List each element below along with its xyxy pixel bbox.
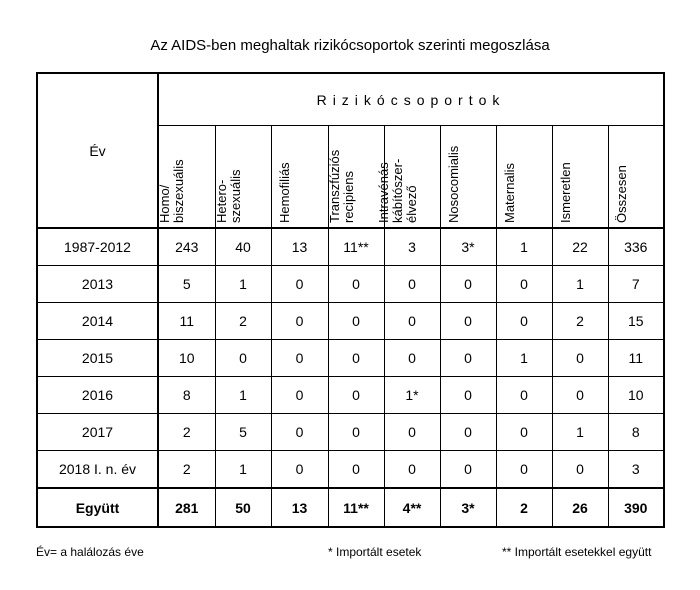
table-cell: 15 — [608, 303, 664, 340]
table-cell: 1* — [384, 377, 440, 414]
table-cell: 0 — [328, 377, 384, 414]
table-cell: 3 — [384, 228, 440, 266]
table-cell: 1 — [552, 414, 608, 451]
column-header — [271, 126, 328, 229]
table-cell: 0 — [384, 340, 440, 377]
table-cell: 22 — [552, 228, 608, 266]
row-year: 2017 — [37, 414, 158, 451]
total-row — [37, 488, 664, 527]
table-cell: 0 — [496, 303, 552, 340]
table-cell: 0 — [440, 377, 496, 414]
total-cell: 4** — [384, 488, 440, 527]
column-header — [158, 126, 215, 229]
column-header-label: szexuális — [227, 169, 243, 223]
table-row — [37, 303, 664, 340]
table-cell: 8 — [608, 414, 664, 451]
table-cell: 7 — [608, 266, 664, 303]
table-cell: 0 — [552, 451, 608, 489]
table-cell: 0 — [328, 340, 384, 377]
table-cell: 0 — [271, 340, 328, 377]
table-cell: 2 — [158, 414, 215, 451]
table-cell: 3 — [608, 451, 664, 489]
table-cell: 2 — [552, 303, 608, 340]
column-header — [215, 126, 271, 229]
column-header-label: Transzfúziós — [326, 149, 342, 223]
table-title: Az AIDS-ben meghaltak rizikócsoportok szerinti megoszlása — [150, 37, 550, 54]
row-year: 2014 — [37, 303, 158, 340]
table-cell: 40 — [215, 228, 271, 266]
column-header — [552, 126, 608, 229]
column-header — [440, 126, 496, 229]
table-cell: 1 — [496, 228, 552, 266]
total-cell: 50 — [215, 488, 271, 527]
footnote-imported-incl: ** Importált esetekkel együtt — [502, 545, 652, 559]
total-cell: 3* — [440, 488, 496, 527]
table-row — [37, 340, 664, 377]
row-year: 2018 I. n. év — [37, 451, 158, 489]
table-cell: 0 — [271, 451, 328, 489]
column-header-label: Intravénás — [375, 162, 391, 223]
table-cell: 0 — [440, 414, 496, 451]
column-header-label: Homo/ — [157, 184, 172, 223]
row-year: 2016 — [37, 377, 158, 414]
table-cell: 0 — [496, 377, 552, 414]
table-cell: 0 — [496, 414, 552, 451]
table-cell: 0 — [271, 266, 328, 303]
footnote-year: Év= a halálozás éve — [36, 545, 144, 559]
table-cell: 1 — [215, 377, 271, 414]
column-header-label: Hetero- — [213, 179, 229, 223]
table-cell: 0 — [328, 303, 384, 340]
table-cell: 0 — [328, 266, 384, 303]
total-cell: 2 — [496, 488, 552, 527]
table-cell: 10 — [608, 377, 664, 414]
total-cell: 11** — [328, 488, 384, 527]
column-header-label: kábítószer- — [389, 158, 405, 223]
table-cell: 0 — [384, 451, 440, 489]
table-cell: 0 — [496, 266, 552, 303]
table-cell: 336 — [608, 228, 664, 266]
table-cell: 0 — [328, 414, 384, 451]
column-header-label: élvező — [403, 185, 419, 223]
table-row — [37, 228, 664, 266]
table-cell: 1 — [552, 266, 608, 303]
row-year: 1987-2012 — [37, 228, 158, 266]
table-cell: 10 — [158, 340, 215, 377]
table-cell: 0 — [271, 414, 328, 451]
column-header — [608, 126, 664, 229]
table-cell: 0 — [328, 451, 384, 489]
column-header — [496, 126, 552, 229]
table-cell: 5 — [158, 266, 215, 303]
table-cell: 243 — [158, 228, 215, 266]
table-row — [37, 451, 664, 489]
table-row — [37, 377, 664, 414]
table-cell: 0 — [384, 414, 440, 451]
footnote-imported: * Importált esetek — [328, 545, 422, 559]
table-cell: 0 — [440, 266, 496, 303]
table-cell: 1 — [215, 266, 271, 303]
total-cell: 13 — [271, 488, 328, 527]
total-cell: 26 — [552, 488, 608, 527]
data-table — [36, 72, 665, 528]
column-header-label: Ismeretlen — [557, 162, 573, 223]
table-cell: 3* — [440, 228, 496, 266]
table-cell: 0 — [552, 340, 608, 377]
total-cell: 390 — [608, 488, 664, 527]
table-cell: 0 — [271, 377, 328, 414]
table-cell: 2 — [158, 451, 215, 489]
column-header-label: Hemofiliás — [276, 162, 292, 223]
table-cell: 0 — [215, 340, 271, 377]
column-header-label: Összesen — [613, 165, 629, 223]
table-row — [37, 266, 664, 303]
table-cell: 2 — [215, 303, 271, 340]
table-cell: 0 — [384, 266, 440, 303]
table-cell: 0 — [496, 451, 552, 489]
row-year: 2015 — [37, 340, 158, 377]
table-cell: 0 — [552, 377, 608, 414]
table-cell: 11 — [608, 340, 664, 377]
column-header-label: Maternalis — [501, 163, 517, 223]
table-cell: 0 — [440, 340, 496, 377]
total-label: Együtt — [37, 488, 158, 527]
column-header-label: recipiens — [340, 170, 356, 223]
table-cell: 8 — [158, 377, 215, 414]
table-cell: 1 — [215, 451, 271, 489]
table-cell: 5 — [215, 414, 271, 451]
column-header — [375, 126, 440, 229]
total-cell: 281 — [158, 488, 215, 527]
table-cell: 0 — [440, 303, 496, 340]
table-cell: 0 — [440, 451, 496, 489]
row-year: 2013 — [37, 266, 158, 303]
table-cell: 13 — [271, 228, 328, 266]
column-header-label: biszexuális — [171, 159, 186, 223]
table-cell: 0 — [384, 303, 440, 340]
year-header: Év — [37, 73, 158, 228]
table-cell: 0 — [271, 303, 328, 340]
risk-group-header: Rizikócsoportok — [158, 73, 664, 126]
column-header-label: Nosocomialis — [445, 145, 461, 223]
table-cell: 11 — [158, 303, 215, 340]
table-cell: 11** — [328, 228, 384, 266]
table-cell: 1 — [496, 340, 552, 377]
table-row — [37, 414, 664, 451]
